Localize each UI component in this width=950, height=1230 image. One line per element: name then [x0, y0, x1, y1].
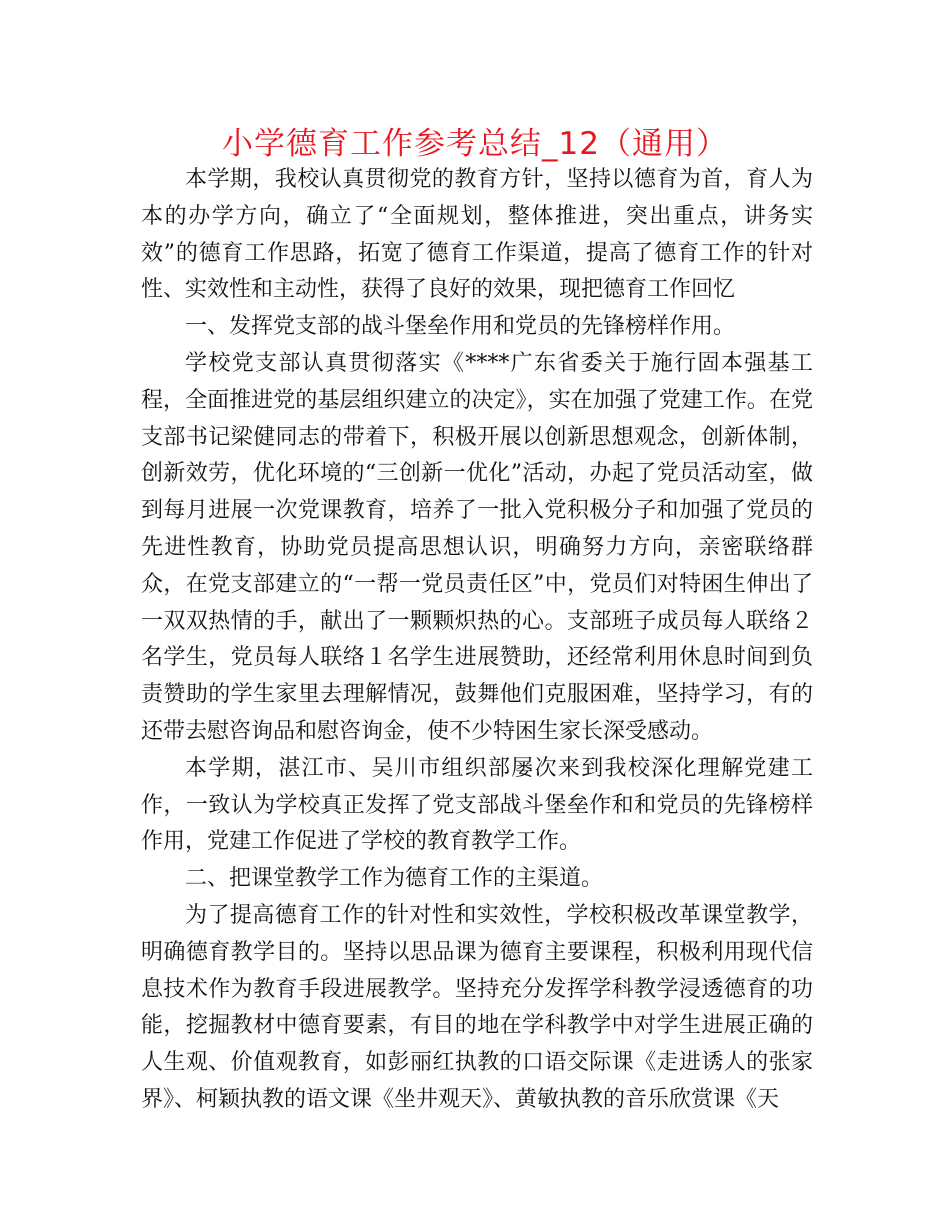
- paragraph-classroom-teaching: 为了提高德育工作的针对性和实效性，学校积极改革课堂教学，明确德育教学目的。坚持以思品课为德育主要课程，积极利用现代信息技术作为教育手段进展教学。坚持充分发挥学科教学浸透德育的功能，挖掘教材中德育要素，有目的地在学科教学中对学生进展正确的人生观、价值观教育，如彭丽红执教的口语交际课《走进诱人的张家界》、柯颖执教的语文课《坐井观天》、黄敏执教的音乐欣赏课《天: [141, 902, 813, 1112]
- section-heading-2: 二、把课堂教学工作为德育工作的主渠道。: [185, 866, 604, 892]
- document-body: [141, 162, 813, 1119]
- paragraph-intro: 本学期，我校认真贯彻党的教育方针，坚持以德育为首，育人为本的办学方向，确立了“全面规划，整体推进，突出重点，讲务实效”的德育工作思路，拓宽了德育工作渠道，提高了德育工作的针对性、实效性和主动性，获得了良好的效果，现把德育工作回忆: [141, 167, 813, 303]
- paragraph-party-evaluation: 本学期，湛江市、吴川市组织部屡次来到我校深化理解党建工作，一致认为学校真正发挥了党支部战斗堡垒作和和党员的先锋榜样作用，党建工作促进了学校的教育教学工作。: [141, 755, 813, 855]
- document-title: 小学德育工作参考总结_12（通用）: [222, 126, 728, 162]
- section-heading-1: 一、发挥党支部的战斗堡垒作用和党员的先锋榜样作用。: [185, 314, 736, 340]
- paragraph-party-branch: 学校党支部认真贯彻落实《****广东省委关于施行固本强基工程，全面推进党的基层组织建立的决定》，实在加强了党建工作。在党支部书记梁健同志的带着下，积极开展以创新思想观念，创新体制，创新效劳，优化环境的“三创新一优化”活动，办起了党员活动室，做到每月进展一次党课教育，培养了一批入党积极分子和加强了党员的先进性教育，协助党员提高思想认识，明确努力方向，亲密联络群众，在党支部建立的“一帮一党员责任区”中，党员们对特困生伸出了一双双热情的手，献出了一颗颗炽热的心。支部班子成员每人联络２名学生，党员每人联络１名学生进展赞助，还经常利用休息时间到负责赞助的学生家里去理解情况，鼓舞他们克服困难，坚持学习，有的还带去慰咨询品和慰咨询金，使不少特困生家长深受感动。: [141, 350, 813, 744]
